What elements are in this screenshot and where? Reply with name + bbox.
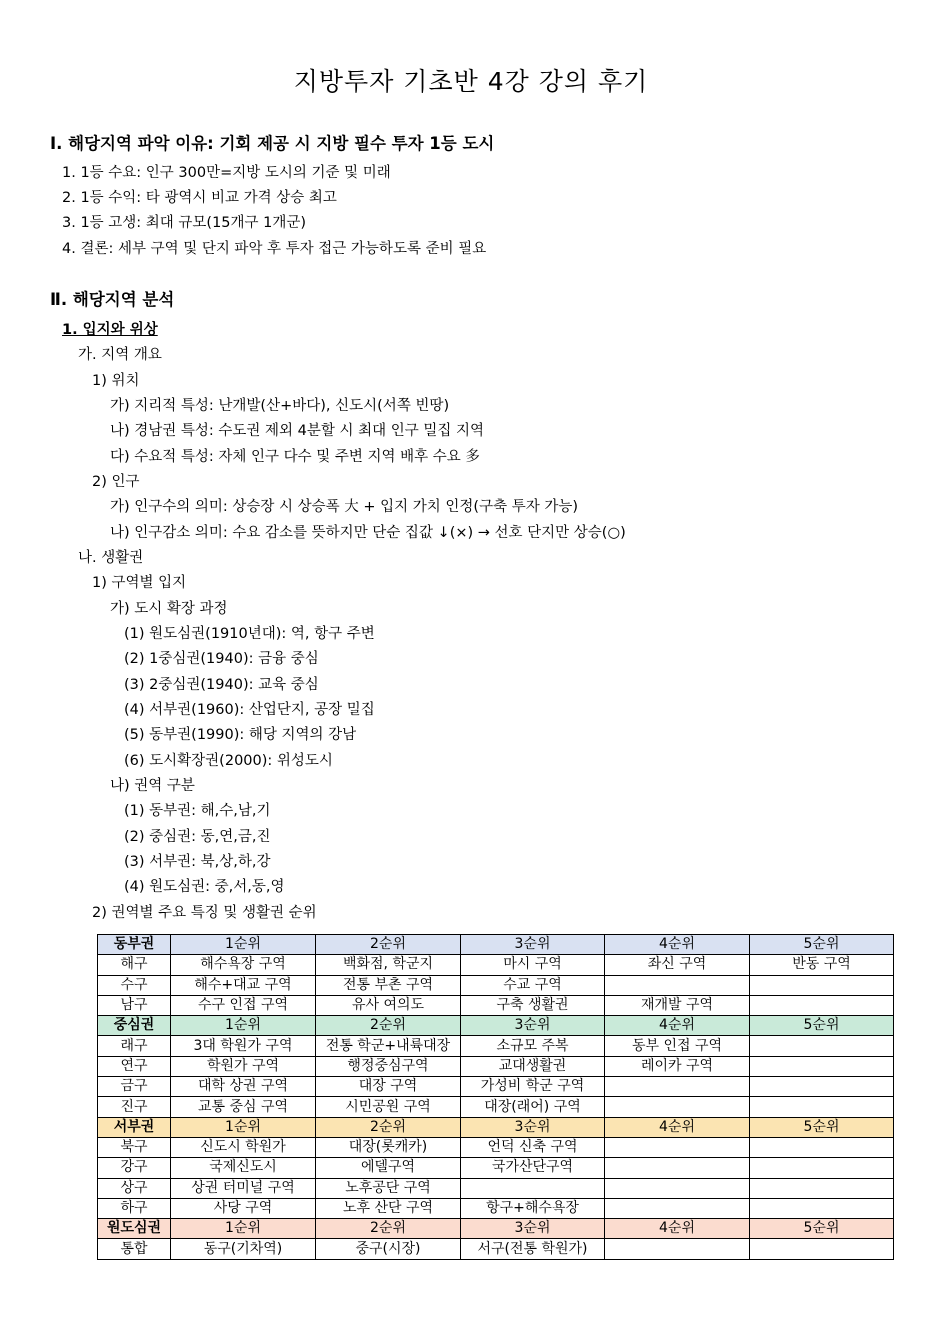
table-cell: 언덕 신축 구역	[461, 1137, 605, 1157]
table-cell: 항구+해수욕장	[461, 1198, 605, 1218]
table-cell	[750, 1239, 894, 1259]
table-cell: 국가산단구역	[461, 1158, 605, 1178]
rank-header-cell: 2순위	[316, 935, 461, 955]
ranking-table	[97, 934, 894, 1260]
table-row	[98, 1158, 894, 1178]
table-cell: 백화점, 학군지	[316, 955, 461, 975]
rank-header-cell: 5순위	[750, 1016, 894, 1036]
table-cell: 사당 구역	[171, 1198, 316, 1218]
outline-item: 나) 경남권 특성: 수도권 제외 4분할 시 최대 인구 밀집 지역	[110, 423, 485, 439]
table-row	[98, 995, 894, 1015]
outline-item: 1) 구역별 입지	[92, 575, 187, 591]
table-cell: 마시 구역	[461, 955, 605, 975]
outline-item: 가) 도시 확장 과정	[110, 601, 228, 617]
list-item: 3. 1등 고생: 최대 규모(15개구 1개군)	[62, 215, 307, 231]
rank-header-cell: 1순위	[171, 1016, 316, 1036]
table-cell: 노후공단 구역	[316, 1178, 461, 1198]
table-cell: 수교 구역	[461, 975, 605, 995]
section-heading-2: Ⅱ. 해당지역 분석	[50, 290, 175, 309]
table-cell: 교대생활권	[461, 1056, 605, 1076]
table-row	[98, 1036, 894, 1056]
rank-header-cell: 4순위	[605, 1117, 750, 1137]
outline-item: (3) 서부권: 북,상,하,강	[124, 854, 271, 870]
region-header-cell: 중심권	[98, 1016, 171, 1036]
outline-item: 1) 위치	[92, 373, 140, 389]
table-cell	[605, 1198, 750, 1218]
table-cell: 가성비 학군 구역	[461, 1077, 605, 1097]
rank-header-cell: 3순위	[461, 1219, 605, 1239]
table-row	[98, 975, 894, 995]
table-cell	[750, 975, 894, 995]
table-row	[98, 1137, 894, 1157]
list-item: 2. 1등 수익: 타 광역시 비교 가격 상승 최고	[62, 190, 337, 206]
table-row	[98, 1178, 894, 1198]
table-cell	[605, 1137, 750, 1157]
table-cell: 신도시 학원가	[171, 1137, 316, 1157]
rank-header-cell: 3순위	[461, 935, 605, 955]
table-cell: 교통 중심 구역	[171, 1097, 316, 1117]
district-cell: 상구	[98, 1178, 171, 1198]
table-cell: 수구 인접 구역	[171, 995, 316, 1015]
table-row	[98, 1077, 894, 1097]
outline-item: 다) 수요적 특성: 자체 인구 다수 및 주변 지역 배후 수요 多	[110, 449, 480, 465]
rank-header-cell: 1순위	[171, 935, 316, 955]
district-cell: 남구	[98, 995, 171, 1015]
table-row	[98, 1239, 894, 1259]
table-cell: 대장 구역	[316, 1077, 461, 1097]
table-cell	[750, 1036, 894, 1056]
district-cell: 해구	[98, 955, 171, 975]
table-cell: 서구(전통 학원가)	[461, 1239, 605, 1259]
table-cell	[605, 1097, 750, 1117]
rank-header-cell: 4순위	[605, 1219, 750, 1239]
table-cell: 동부 인접 구역	[605, 1036, 750, 1056]
region-header-cell: 서부권	[98, 1117, 171, 1137]
outline-item: (1) 원도심권(1910년대): 역, 항구 주변	[124, 626, 375, 642]
table-cell: 대장(롯캐카)	[316, 1137, 461, 1157]
table-cell: 중구(시장)	[316, 1239, 461, 1259]
list-item: 1. 1등 수요: 인구 300만=지방 도시의 기준 및 미래	[62, 165, 391, 181]
table-header-row	[98, 1117, 894, 1137]
district-cell: 통합	[98, 1239, 171, 1259]
outline-item: 가) 인구수의 의미: 상승장 시 상승폭 大 + 입지 가치 인정(구축 투자 가능)	[110, 499, 578, 515]
table-row	[98, 1056, 894, 1076]
table-cell: 3대 학원가 구역	[171, 1036, 316, 1056]
section-heading-1: Ⅰ. 해당지역 파악 이유: 기회 제공 시 지방 필수 투자 1등 도시	[50, 134, 495, 153]
table-cell: 행정중심구역	[316, 1056, 461, 1076]
document-title: 지방투자 기초반 4강 강의 후기	[293, 67, 649, 96]
table-cell: 레이카 구역	[605, 1056, 750, 1076]
subsection-heading: 1. 입지와 위상	[62, 322, 158, 338]
list-item: 4. 결론: 세부 구역 및 단지 파악 후 투자 접근 가능하도록 준비 필요	[62, 241, 487, 257]
table-cell: 전통 학군+내륙대장	[316, 1036, 461, 1056]
table-cell	[605, 1077, 750, 1097]
table-cell	[605, 1239, 750, 1259]
table-cell: 전통 부촌 구역	[316, 975, 461, 995]
table-header-row	[98, 935, 894, 955]
table-cell	[605, 1158, 750, 1178]
table-cell	[605, 1178, 750, 1198]
table-cell: 해수욕장 구역	[171, 955, 316, 975]
table-cell: 유사 여의도	[316, 995, 461, 1015]
rank-header-cell: 4순위	[605, 935, 750, 955]
outline-item: 가. 지역 개요	[78, 347, 162, 363]
table-cell: 대학 상권 구역	[171, 1077, 316, 1097]
table-cell: 국제신도시	[171, 1158, 316, 1178]
table-cell	[750, 1097, 894, 1117]
table-cell	[605, 975, 750, 995]
district-cell: 래구	[98, 1036, 171, 1056]
table-cell: 재개발 구역	[605, 995, 750, 1015]
rank-header-cell: 1순위	[171, 1219, 316, 1239]
district-cell: 수구	[98, 975, 171, 995]
table-cell: 상권 터미널 구역	[171, 1178, 316, 1198]
table-cell	[750, 1137, 894, 1157]
outline-item: 나) 권역 구분	[110, 778, 195, 794]
rank-header-cell: 2순위	[316, 1016, 461, 1036]
outline-item: 나) 인구감소 의미: 수요 감소를 뜻하지만 단순 집값 ↓(×) → 선호 단지만 상승(○)	[110, 525, 626, 541]
table-row	[98, 955, 894, 975]
table-cell	[750, 1077, 894, 1097]
district-cell: 연구	[98, 1056, 171, 1076]
rank-header-cell: 3순위	[461, 1117, 605, 1137]
district-cell: 금구	[98, 1077, 171, 1097]
table-cell	[750, 1158, 894, 1178]
table-cell: 시민공원 구역	[316, 1097, 461, 1117]
outline-item: 나. 생활권	[78, 550, 144, 566]
rank-header-cell: 3순위	[461, 1016, 605, 1036]
outline-item: 2) 권역별 주요 특징 및 생활권 순위	[92, 905, 317, 921]
rank-header-cell: 5순위	[750, 935, 894, 955]
table-row	[98, 1097, 894, 1117]
rank-header-cell: 2순위	[316, 1117, 461, 1137]
region-header-cell: 원도심권	[98, 1219, 171, 1239]
table-header-row	[98, 1219, 894, 1239]
outline-item: (1) 동부권: 해,수,남,기	[124, 803, 271, 819]
outline-item: (6) 도시확장권(2000): 위성도시	[124, 753, 333, 769]
rank-header-cell: 5순위	[750, 1117, 894, 1137]
outline-item: (2) 1중심권(1940): 금융 중심	[124, 651, 319, 667]
table-row	[98, 1198, 894, 1218]
outline-item: 2) 인구	[92, 474, 140, 490]
region-header-cell: 동부권	[98, 935, 171, 955]
table-cell: 좌신 구역	[605, 955, 750, 975]
rank-header-cell: 2순위	[316, 1219, 461, 1239]
table-cell: 해수+대교 구역	[171, 975, 316, 995]
outline-item: (4) 서부권(1960): 산업단지, 공장 밀집	[124, 702, 375, 718]
rank-header-cell: 5순위	[750, 1219, 894, 1239]
district-cell: 북구	[98, 1137, 171, 1157]
table-cell: 소규모 주복	[461, 1036, 605, 1056]
table-cell	[750, 1056, 894, 1076]
table-cell: 동구(기차역)	[171, 1239, 316, 1259]
outline-item: (3) 2중심권(1940): 교육 중심	[124, 677, 319, 693]
outline-item: (4) 원도심권: 중,서,동,영	[124, 879, 285, 895]
table-cell: 노후 산단 구역	[316, 1198, 461, 1218]
table-cell: 구축 생활권	[461, 995, 605, 1015]
table-cell: 반동 구역	[750, 955, 894, 975]
table-cell	[750, 1198, 894, 1218]
district-cell: 진구	[98, 1097, 171, 1117]
table-cell	[750, 995, 894, 1015]
district-cell: 강구	[98, 1158, 171, 1178]
outline-item: (5) 동부권(1990): 해당 지역의 강남	[124, 727, 357, 743]
table-cell: 학원가 구역	[171, 1056, 316, 1076]
table-cell: 에델구역	[316, 1158, 461, 1178]
table-cell: 대장(래어) 구역	[461, 1097, 605, 1117]
outline-item: (2) 중심권: 동,연,금,진	[124, 829, 271, 845]
outline-item: 가) 지리적 특성: 난개발(산+바다), 신도시(서쪽 빈땅)	[110, 398, 450, 414]
district-cell: 하구	[98, 1198, 171, 1218]
table-header-row	[98, 1016, 894, 1036]
rank-header-cell: 1순위	[171, 1117, 316, 1137]
table-cell	[750, 1178, 894, 1198]
table-cell	[461, 1178, 605, 1198]
rank-header-cell: 4순위	[605, 1016, 750, 1036]
